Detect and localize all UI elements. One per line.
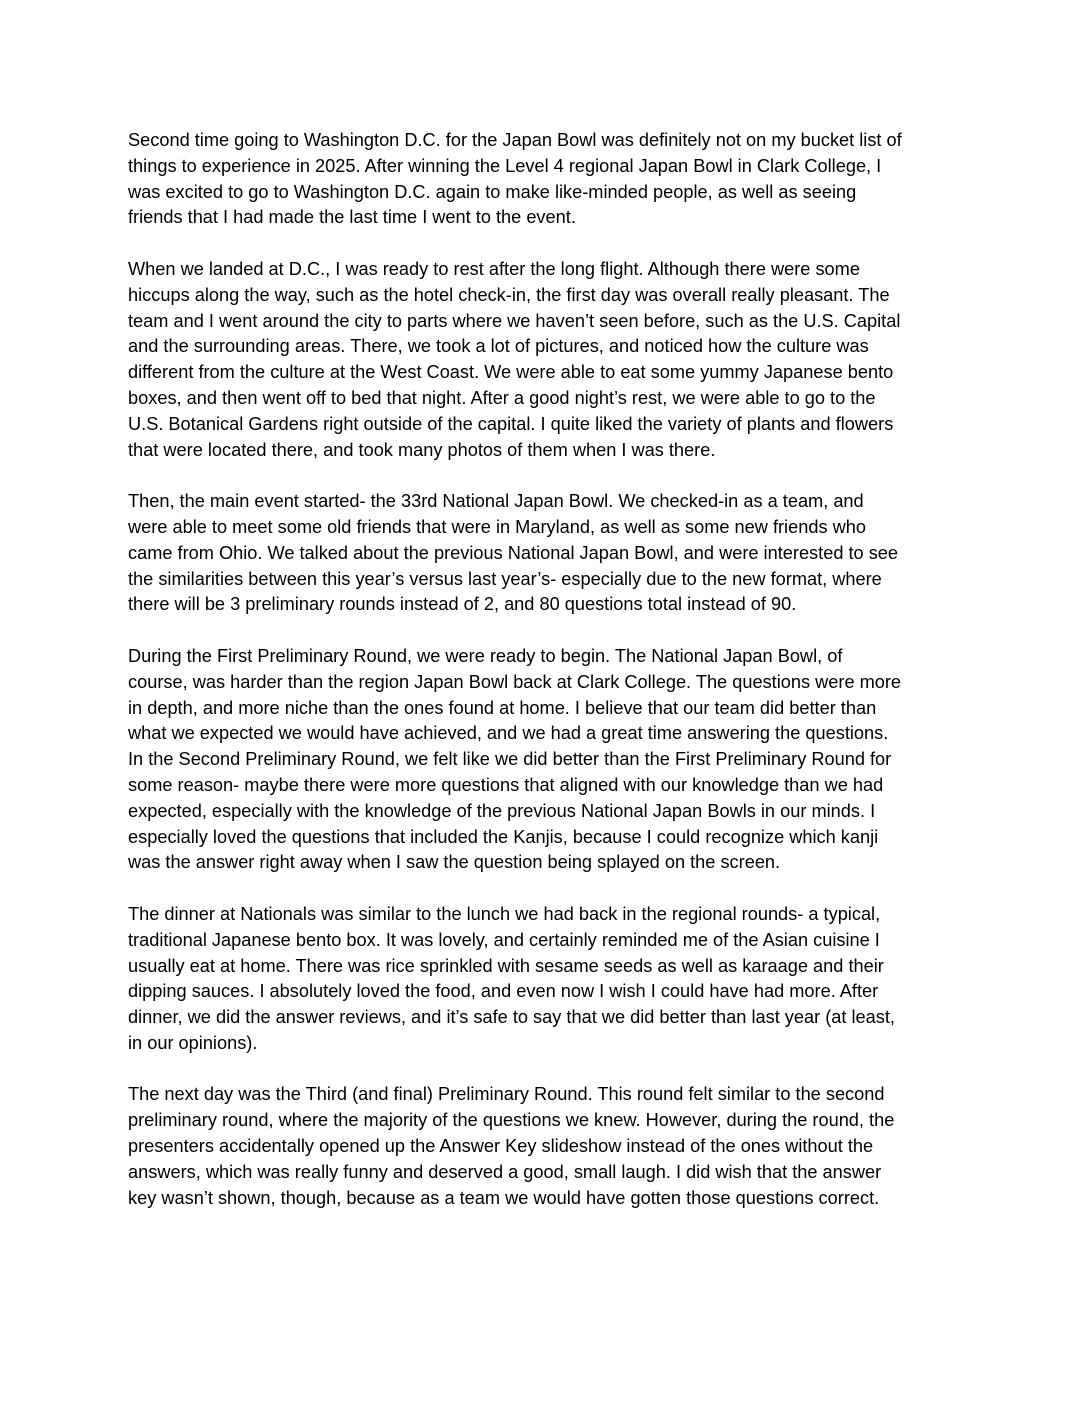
paragraph-1: Second time going to Washington D.C. for the Japan Bowl was definitely not on my bucket list of things to experience in 2025. After winning the Level 4 regional Japan Bowl in Clark College, I was excited to go to Washington D.C. again to make like-minded people, as well as seeing friends that I had made the last time I went to the event. bbox=[128, 130, 902, 228]
paragraph-6: The next day was the Third (and final) Preliminary Round. This round felt similar to the second preliminary round, where the majority of the questions we knew. However, during the round, the presenters accidentally opened up the Answer Key slideshow instead of the ones without the answers, which was really funny and deserved a good, small laugh. I did wish that the answer key wasn’t shown, though, because as a team we would have gotten those questions correct. bbox=[128, 1084, 895, 1208]
paragraph-5: The dinner at Nationals was similar to the lunch we had back in the regional rounds- a typical, traditional Japanese bento box. It was lovely, and certainly reminded me of the Asian cuisine I usually eat at home. There was rice sprinkled with sesame seeds as well as karaage and their dipping sauces. I absolutely loved the food, and even now I wish I could have had more. After dinner, we did the answer reviews, and it’s safe to say that we did better than last year (at least, in our opinions). bbox=[128, 903, 895, 1053]
paragraph-4: During the First Preliminary Round, we were ready to begin. The National Japan Bowl, of course, was harder than the region Japan Bowl back at Clark College. The questions were more in depth, and more niche than the ones found at home. I believe that our team did better than what we expected we would have achieved, and we had a great time answering the questions. In the Second Preliminary Round, we felt like we did better than the First Preliminary Round for some reason- maybe there were more questions that aligned with our knowledge than we had expected, especially with the knowledge of the previous National Japan Bowls in our minds. I especially loved the questions that included the Kanjis, because I could recognize which kanji was the answer right away when I saw the question being splayed on the screen. bbox=[128, 645, 902, 873]
paragraph-3: Then, the main event started- the 33rd National Japan Bowl. We checked-in as a team, and were able to meet some old friends that were in Maryland, as well as some new friends who came from Ohio. We talked about the previous National Japan Bowl, and were interested to see the similarities between this year’s versus last year’s- especially due to the new format, where there will be 3 preliminary rounds instead of 2, and 80 questions total instead of 90. bbox=[128, 491, 899, 615]
paragraph-2: When we landed at D.C., I was ready to rest after the long flight. Although there were some hiccups along the way, such as the hotel check-in, the first day was overall really pleasant. The team and I went around the city to parts where we haven’t seen before, such as the U.S. Capital and the surrounding areas. There, we took a lot of pictures, and noticed how the culture was different from the culture at the West Coast. We were able to eat some yummy Japanese bento boxes, and then went off to bed that night. After a good night’s rest, we were able to go to the U.S. Botanical Gardens right outside of the capital. I quite liked the variety of plants and flowers that were located there, and took many photos of them when I was there. bbox=[128, 258, 901, 460]
document-body bbox=[128, 128, 968, 1237]
